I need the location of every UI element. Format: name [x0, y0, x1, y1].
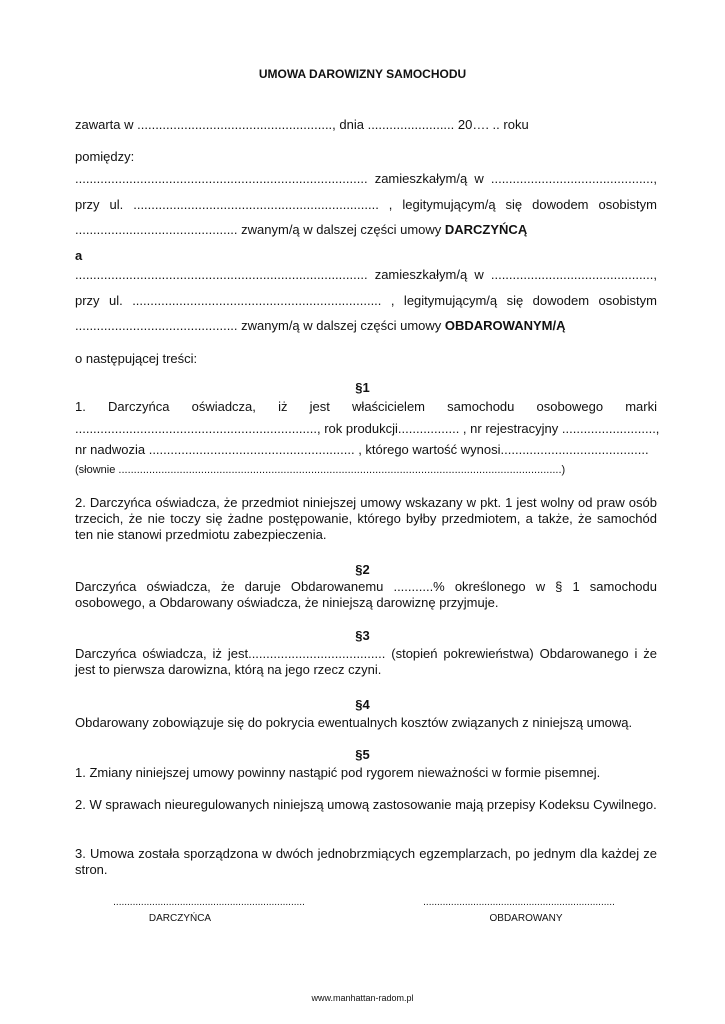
section-5-heading: §5 [355, 747, 370, 762]
contract-place-date: zawarta w ......................................................, dnia ........................ 20…. .. roku [75, 117, 529, 132]
signature-label-donor: DARCZYŃCA [148, 913, 212, 924]
s5-item-3: 3. Umowa została sporządzona w dwóch jednobrzmiących egzemplarzach, po jednym dla każdej ze stron. [75, 846, 657, 877]
s2-text: Darczyńca oświadcza, że daruje Obdarowanemu ...........% określonego w § 1 samochodu osobowego, a Obdarowany oświadcza, że niniejszą darowiznę przyjmuje. [75, 579, 657, 610]
s3-text: Darczyńca oświadcza, iż jest...................................... (stopień pokrewieństwa) Obdarowanego i że jest to pierwsza darowizna, którą na jego rzecz czyni. [75, 646, 657, 677]
s1-point1-line4: (słownie .................................................................................................................................................) [75, 464, 566, 476]
signature-line-donor: ..................................................................... [113, 897, 305, 908]
s5-item-1: 1. Zmiany niniejszej umowy powinny nastąpić pod rygorem nieważności w formie pisemnej. [75, 765, 601, 780]
and-label: a [75, 248, 83, 263]
s1-point1-line3: nr nadwozia ......................................................... , którego wartość wynosi......................................... [75, 442, 649, 457]
signature-label-recipient: OBDAROWANY [489, 913, 563, 924]
s4-text: Obdarowany zobowiązuje się do pokrycia ewentualnych kosztów związanych z niniejszą umową. [75, 715, 633, 730]
recipient-line-2: przy ul. ..................................................................... , legitymującym/ą się dowodem osobistym [75, 293, 657, 308]
section-1-heading: §1 [355, 380, 370, 395]
donor-line-1: ................................................................................. zamieszkałym/ą w ............................................., [75, 171, 657, 186]
s5-item-2: 2. W sprawach nieuregulowanych niniejszą umową zastosowanie mają przepisy Kodeksu Cywilnego. [75, 797, 657, 812]
donor-line-3 [75, 222, 527, 238]
s1-point1-line2: ..................................................................., rok produkcji................. , nr rejestracyjny .........................., [75, 421, 660, 436]
recipient-line-3-text: ............................................. zwanym/ą w dalszej części umowy [75, 318, 445, 333]
recipient-line-1: ................................................................................. zamieszkałym/ą w ............................................., [75, 267, 657, 282]
section-2-heading: §2 [355, 562, 370, 577]
between-label: pomiędzy: [75, 149, 135, 164]
donor-line-3-text: ............................................. zwanym/ą w dalszej części umowy [75, 222, 445, 237]
donor-role: DARCZYŃCĄ [444, 222, 528, 237]
section-4-heading: §4 [355, 697, 370, 712]
recipient-role: OBDAROWANYM/Ą [444, 318, 566, 333]
content-intro: o następującej treści: [75, 351, 198, 366]
s1-point1-line1: 1. Darczyńca oświadcza, iż jest właścicielem samochodu osobowego marki [75, 399, 657, 414]
section-3-heading: §3 [355, 628, 370, 643]
document-title: UMOWA DAROWIZNY SAMOCHODU [258, 67, 467, 81]
s1-point2: 2. Darczyńca oświadcza, że przedmiot niniejszej umowy wskazany w pkt. 1 jest wolny od praw osób trzecich, że nie toczy się żadne postępowanie, którego byłby przedmiotem, a także, że samochód ten nie stanowi przedmiotu zabezpieczenia. [75, 495, 657, 542]
footer-url: www.manhattan-radom.pl [311, 993, 414, 1003]
donor-line-2: przy ul. .................................................................... , legitymującym/ą się dowodem osobistym [75, 197, 657, 212]
signature-line-recipient: ..................................................................... [423, 897, 615, 908]
recipient-line-3 [75, 318, 565, 334]
